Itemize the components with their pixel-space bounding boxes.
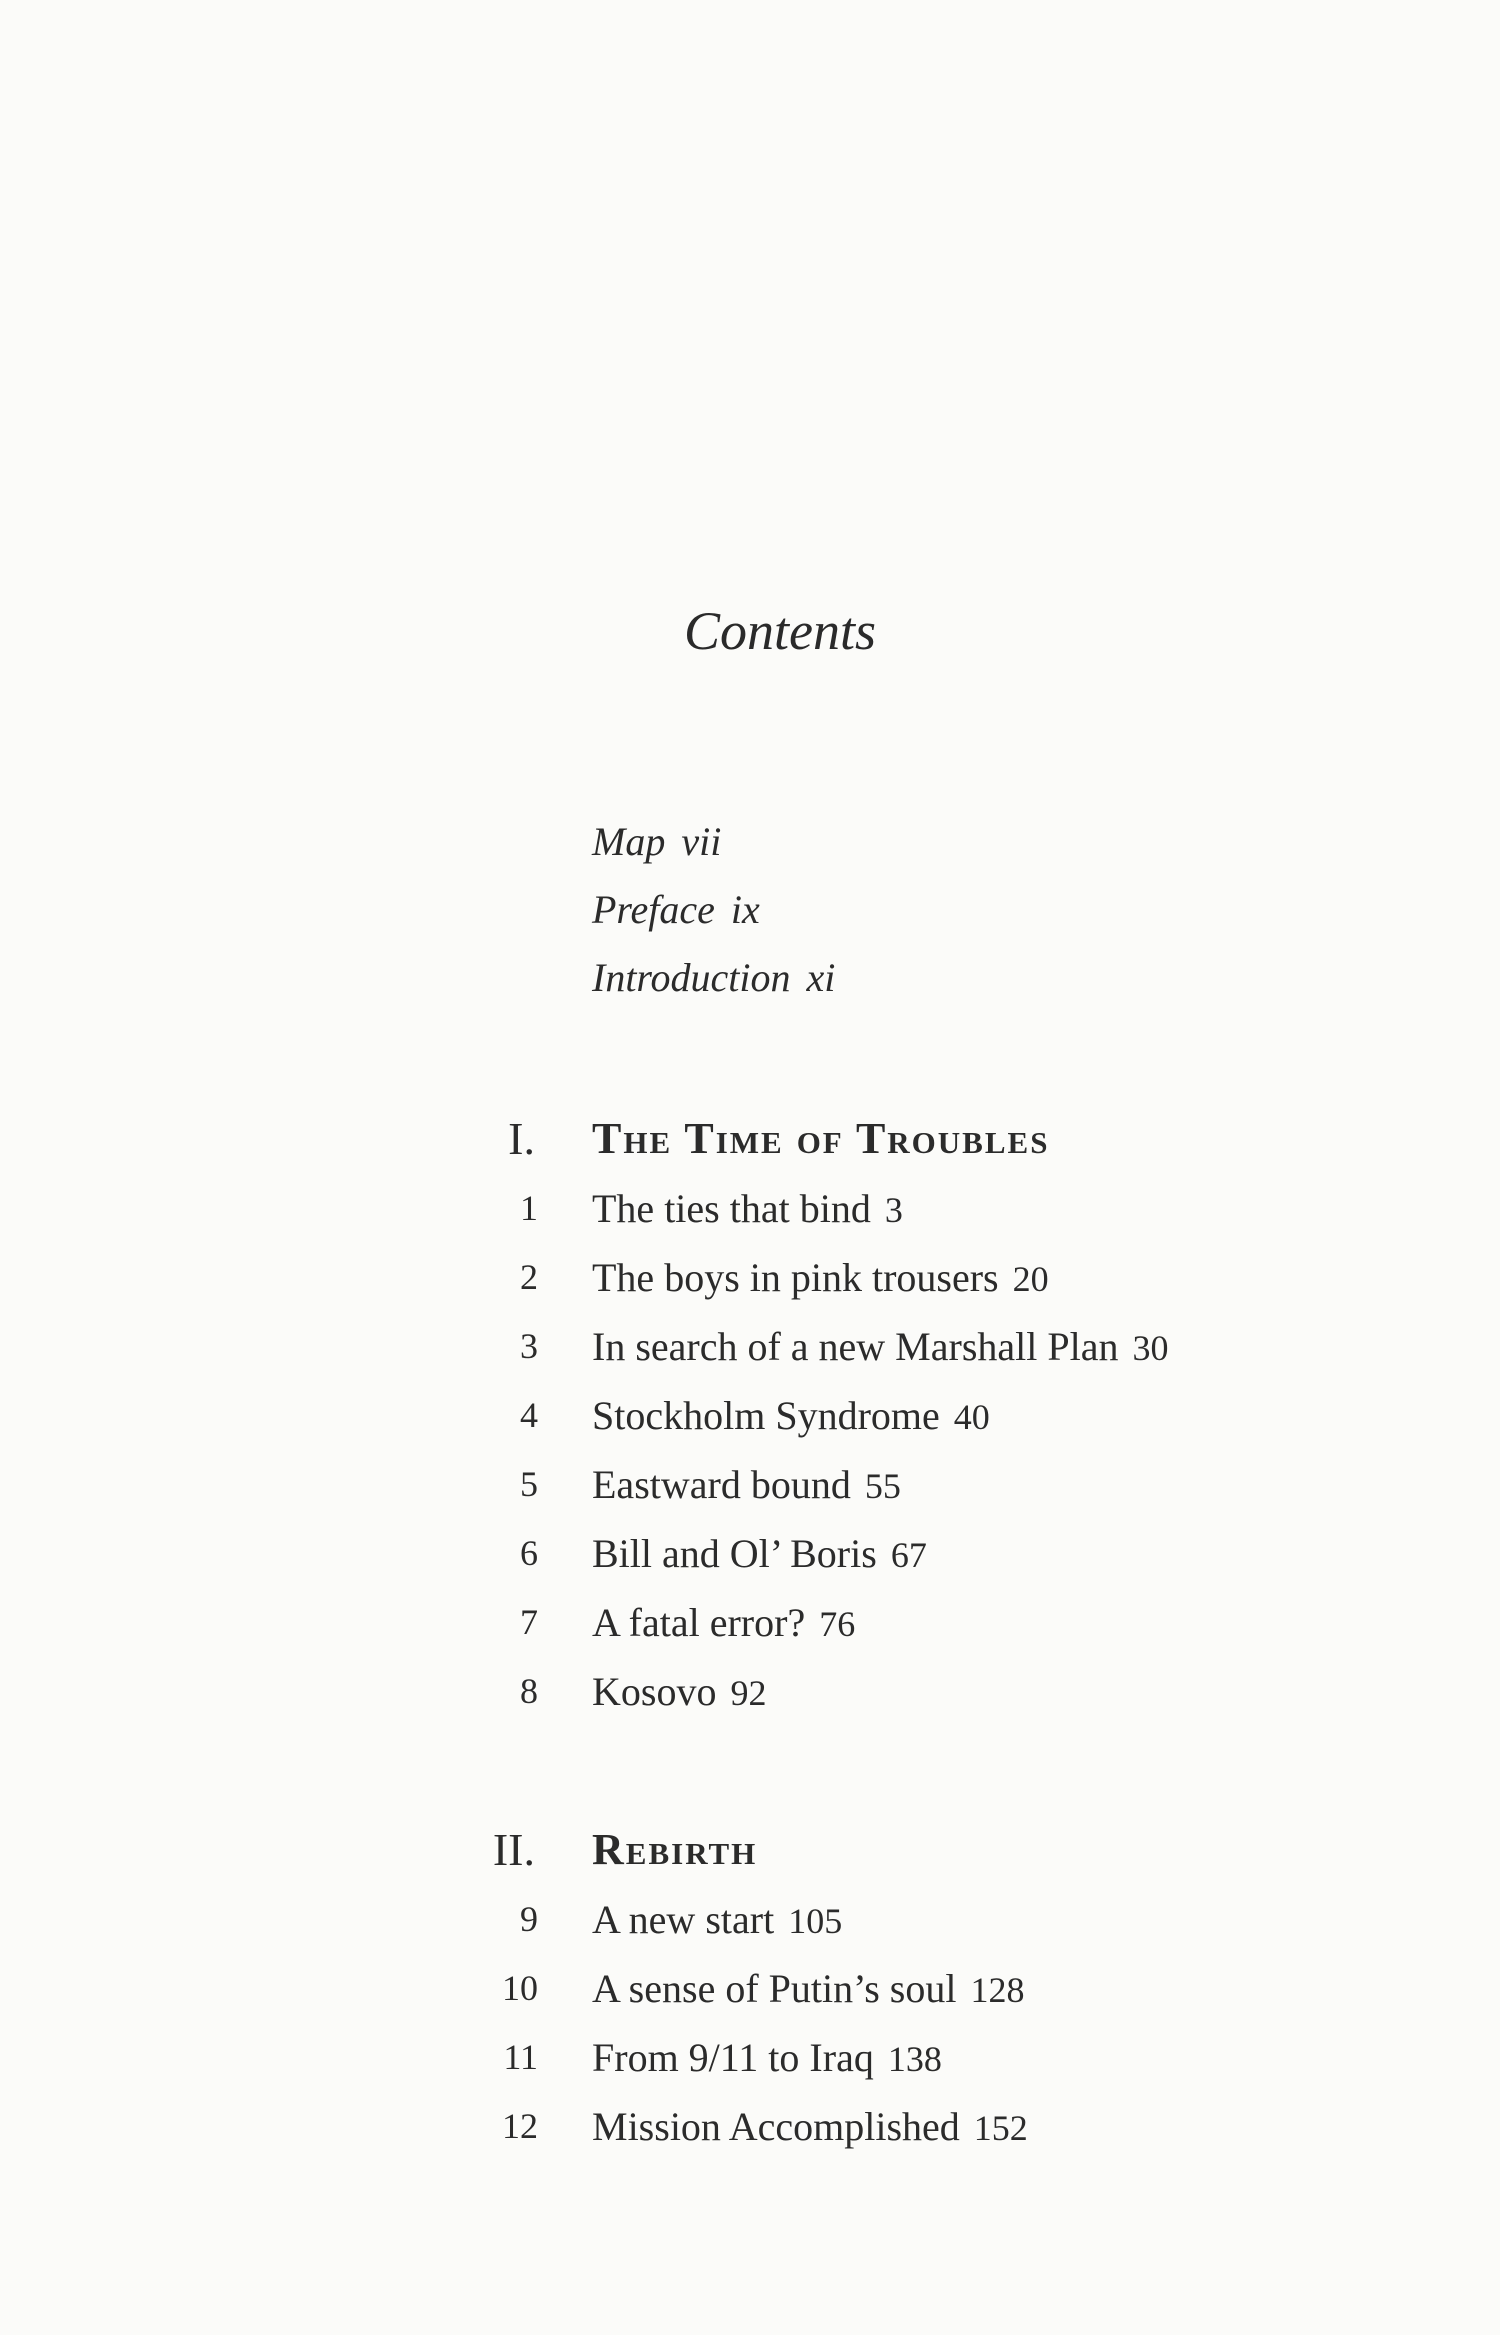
chapter-page: 92 (730, 1673, 767, 1713)
part-one (0, 1104, 1500, 1726)
chapter-entry (0, 1243, 1500, 1312)
chapter-title: Mission Accomplished (592, 2104, 960, 2149)
chapter-number: 3 (520, 1326, 538, 1366)
front-matter-item-introduction (592, 944, 835, 1012)
chapter-entry (0, 1174, 1500, 1243)
chapter-page: 67 (890, 1535, 927, 1575)
part-number: II. (492, 1824, 535, 1875)
chapter-entry (0, 1885, 1500, 1954)
chapter-page: 20 (1012, 1259, 1049, 1299)
part-heading (0, 1104, 1500, 1174)
chapter-title: Kosovo (592, 1669, 717, 1714)
chapter-page: 76 (819, 1604, 856, 1644)
chapter-entry (0, 1657, 1500, 1726)
chapter-entry (0, 1954, 1500, 2023)
chapter-title: The boys in pink trousers (592, 1255, 999, 1300)
chapter-entry (0, 1381, 1500, 1450)
front-matter-page: ix (730, 887, 760, 932)
front-matter-label: Map (592, 819, 666, 864)
chapter-page: 30 (1132, 1328, 1169, 1368)
front-matter-list (592, 808, 835, 1012)
part-heading (0, 1815, 1500, 1885)
front-matter-page: vii (681, 819, 722, 864)
front-matter-page: xi (806, 955, 836, 1000)
part-two (0, 1815, 1500, 2161)
chapter-number: 5 (520, 1464, 538, 1504)
chapter-title: A fatal error? (592, 1600, 806, 1645)
chapter-number: 4 (520, 1395, 538, 1435)
chapter-title: A new start (592, 1897, 775, 1942)
chapter-entry (0, 2023, 1500, 2092)
page-title: Contents (683, 601, 876, 661)
chapter-page: 152 (973, 2108, 1028, 2148)
chapter-title: The ties that bind (592, 1186, 871, 1231)
chapter-page: 128 (970, 1970, 1025, 2010)
chapter-entry (0, 1519, 1500, 1588)
chapter-title: Eastward bound (592, 1462, 851, 1507)
front-matter-item-preface (592, 876, 835, 944)
chapter-page: 105 (788, 1901, 843, 1941)
chapter-page: 138 (887, 2039, 942, 2079)
chapter-entry (0, 1588, 1500, 1657)
part-title: Rebirth (592, 1825, 758, 1874)
chapter-title: Bill and Ol’ Boris (592, 1531, 877, 1576)
chapter-number: 6 (520, 1533, 538, 1573)
part-title: The Time of Troubles (592, 1114, 1050, 1163)
chapter-entry (0, 2092, 1500, 2161)
chapter-page: 55 (864, 1466, 901, 1506)
part-number: I. (508, 1113, 535, 1164)
chapter-number: 1 (520, 1188, 538, 1228)
chapter-entry (0, 1312, 1500, 1381)
chapter-entry (0, 1450, 1500, 1519)
front-matter-item-map (592, 808, 835, 876)
chapter-number: 10 (502, 1968, 538, 2008)
front-matter-label: Preface (592, 887, 715, 932)
chapter-title: Stockholm Syndrome (592, 1393, 940, 1438)
chapter-title: From 9/11 to Iraq (592, 2035, 874, 2080)
chapter-title: In search of a new Marshall Plan (592, 1324, 1119, 1369)
chapter-title: A sense of Putin’s soul (592, 1966, 957, 2011)
front-matter-label: Introduction (592, 955, 791, 1000)
chapter-number: 2 (520, 1257, 538, 1297)
chapter-page: 40 (953, 1397, 990, 1437)
chapter-page: 3 (884, 1190, 903, 1230)
chapter-number: 8 (520, 1671, 538, 1711)
chapter-number: 11 (503, 2037, 538, 2077)
chapter-number: 12 (502, 2106, 538, 2146)
chapter-number: 7 (520, 1602, 538, 1642)
chapter-number: 9 (520, 1899, 538, 1939)
